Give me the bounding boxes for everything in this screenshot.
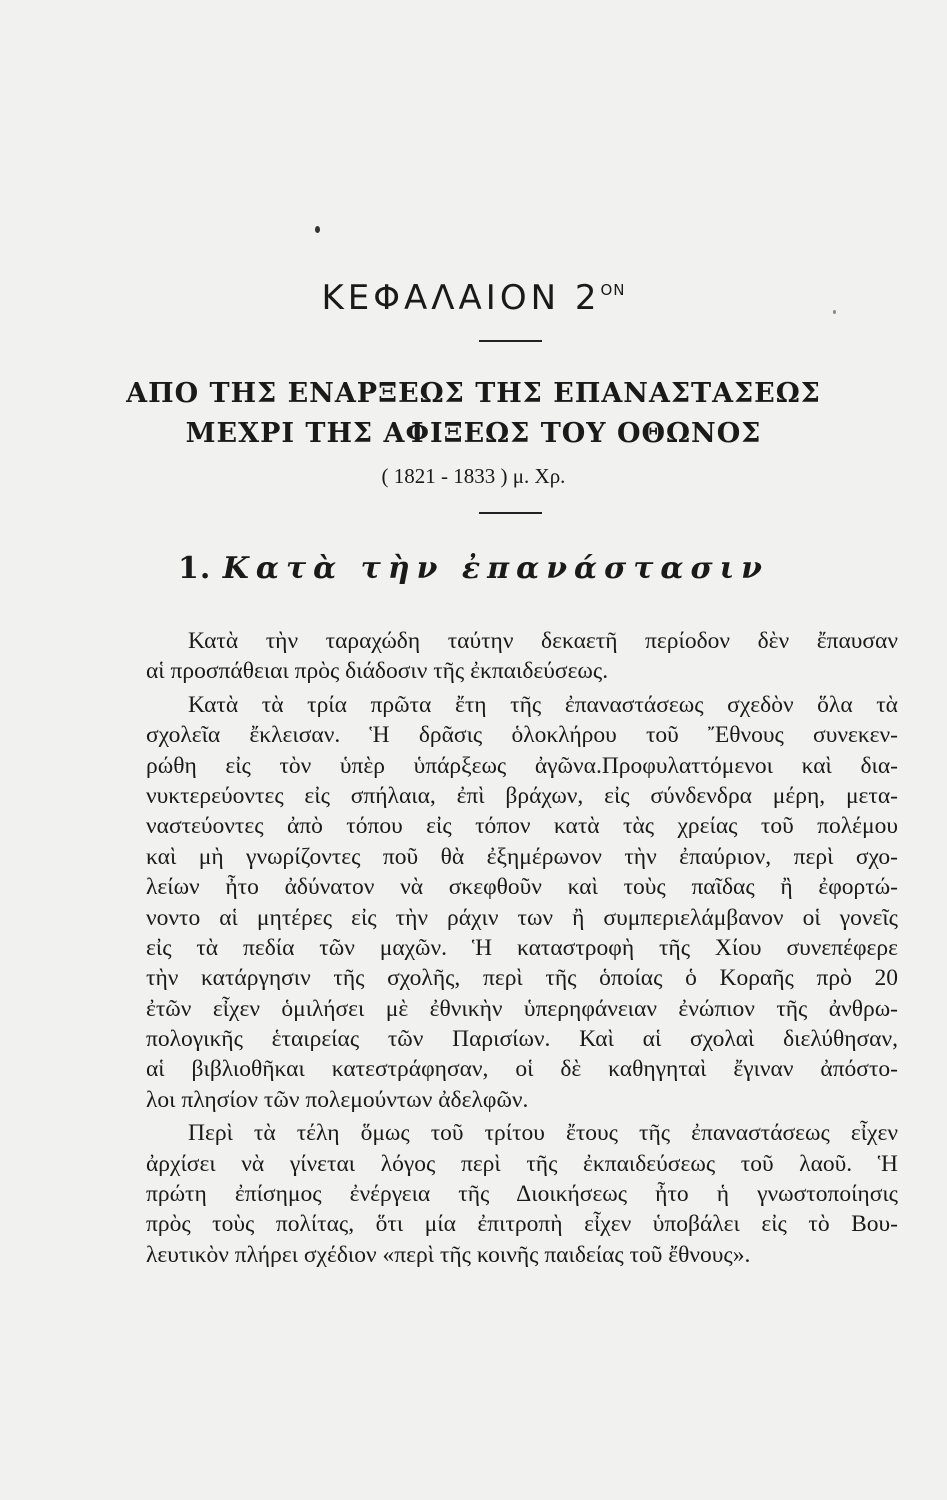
chapter-label: ΚΕΦΑΛΑΙΟΝ 2 xyxy=(321,278,601,318)
text-line: αἱ βιβλιοθῆκαι κατεστράφησαν, οἱ δὲ καθηγηταὶ ἔγιναν ἀπόστο- xyxy=(146,1056,898,1083)
title-line-1: ΑΠΟ ΤΗΣ ΕΝΑΡΞΕΩΣ ΤΗΣ ΕΠΑΝΑΣΤΑΣΕΩΣ xyxy=(126,378,821,409)
text-line: καὶ μὴ γνωρίζοντες ποῦ θὰ ἐξημέρωνον τὴν ἐπαύριον, περὶ σχο- xyxy=(146,843,898,870)
text-line: λευτικὸν πλήρει σχέδιον «περὶ τῆς κοινῆς παιδείας τοῦ ἔθνους». xyxy=(146,1241,751,1268)
chapter-superscript: ΟΝ xyxy=(600,281,626,299)
text-line: πρὸς τοὺς πολίτας, ὅτι μία ἐπιτροπὴ εἶχεν ὑποβάλει εἰς τὸ Βου- xyxy=(146,1211,898,1238)
ink-speck xyxy=(315,226,320,233)
text-line: Κατὰ τὰ τρία πρῶτα ἔτη τῆς ἐπαναστάσεως σχεδὸν ὅλα τὰ xyxy=(188,691,898,718)
text-line: νοντο αἱ μητέρες εἰς τὴν ράχιν των ἢ συμπεριελάμβανον οἱ γονεῖς xyxy=(146,904,898,931)
text-line: νυκτερεύοντες εἰς σπήλαια, ἐπὶ βράχων, εἰς σύνδενδρα μέρη, μετα- xyxy=(146,782,898,809)
text-line: εἰς τὰ πεδία τῶν μαχῶν. Ἡ καταστροφὴ τῆς Χίου συνεπέφερε xyxy=(146,934,898,961)
text-line: τὴν κατάργησιν τῆς σχολῆς, περὶ τῆς ὁποίας ὁ Κοραῆς πρὸ 20 xyxy=(146,965,898,992)
text-line: σχολεῖα ἔκλεισαν. Ἡ δρᾶσις ὁλοκλήρου τοῦ Ἔθνους συνεκεν- xyxy=(146,722,898,749)
text-line: Περὶ τὰ τέλη ὅμως τοῦ τρίτου ἔτους τῆς ἐπαναστάσεως εἶχεν xyxy=(188,1120,898,1147)
title-line-2: ΜΕΧΡΙ ΤΗΣ ΑΦΙΞΕΩΣ ΤΟΥ ΟΘΩΝΟΣ xyxy=(185,418,762,449)
text-line: λοι πλησίον τῶν πολεμούντων ἀδελφῶν. xyxy=(146,1086,529,1113)
text-line: ναστεύοντες ἀπὸ τόπου εἰς τόπον κατὰ τὰς χρείας τοῦ πολέμου xyxy=(146,813,898,840)
text-line: ἐτῶν εἶχεν ὁμιλήσει μὲ ἐθνικὴν ὑπερηφάνειαν ἐνώπιον τῆς ἀνθρω- xyxy=(146,995,898,1022)
body-text xyxy=(146,626,898,1270)
divider-rule xyxy=(479,340,542,342)
text-line: λείων ἦτο ἀδύνατον νὰ σκεφθοῦν καὶ τοὺς παῖδας ἢ ἐφορτώ- xyxy=(146,874,898,901)
date-range: ( 1821 - 1833 ) μ. Χρ. xyxy=(381,464,566,488)
text-line: αἱ προσπάθειαι πρὸς διάδοσιν τῆς ἐκπαιδεύσεως. xyxy=(146,658,609,685)
text-line: ἀρχίσει νὰ γίνεται λόγος περὶ τῆς ἐκπαιδεύσεως τοῦ λαοῦ. Ἡ xyxy=(146,1150,898,1177)
divider-rule xyxy=(479,512,542,514)
section-number: 1. xyxy=(178,551,212,586)
text-line: Κατὰ τὴν ταραχώδη ταύτην δεκαετῆ περίοδον δὲν ἔπαυσαν xyxy=(188,628,898,654)
chapter-heading xyxy=(0,278,947,318)
text-line: πολογικῆς ἑταιρείας τῶν Παρισίων. Καὶ αἱ σχολαὶ διελύθησαν, xyxy=(146,1026,898,1053)
section-heading xyxy=(0,551,947,586)
text-line: πρώτη ἐπίσημος ἐνέργεια τῆς Διοικήσεως ἦτο ἡ γνωστοποίησις xyxy=(146,1181,898,1208)
section-title: Κατὰ τὴν ἐπανάστασιν xyxy=(222,551,769,586)
text-line: ρώθη εἰς τὸν ὑπὲρ ὑπάρξεως ἀγῶνα.Προφυλαττόμενοι καὶ δια- xyxy=(146,752,898,779)
